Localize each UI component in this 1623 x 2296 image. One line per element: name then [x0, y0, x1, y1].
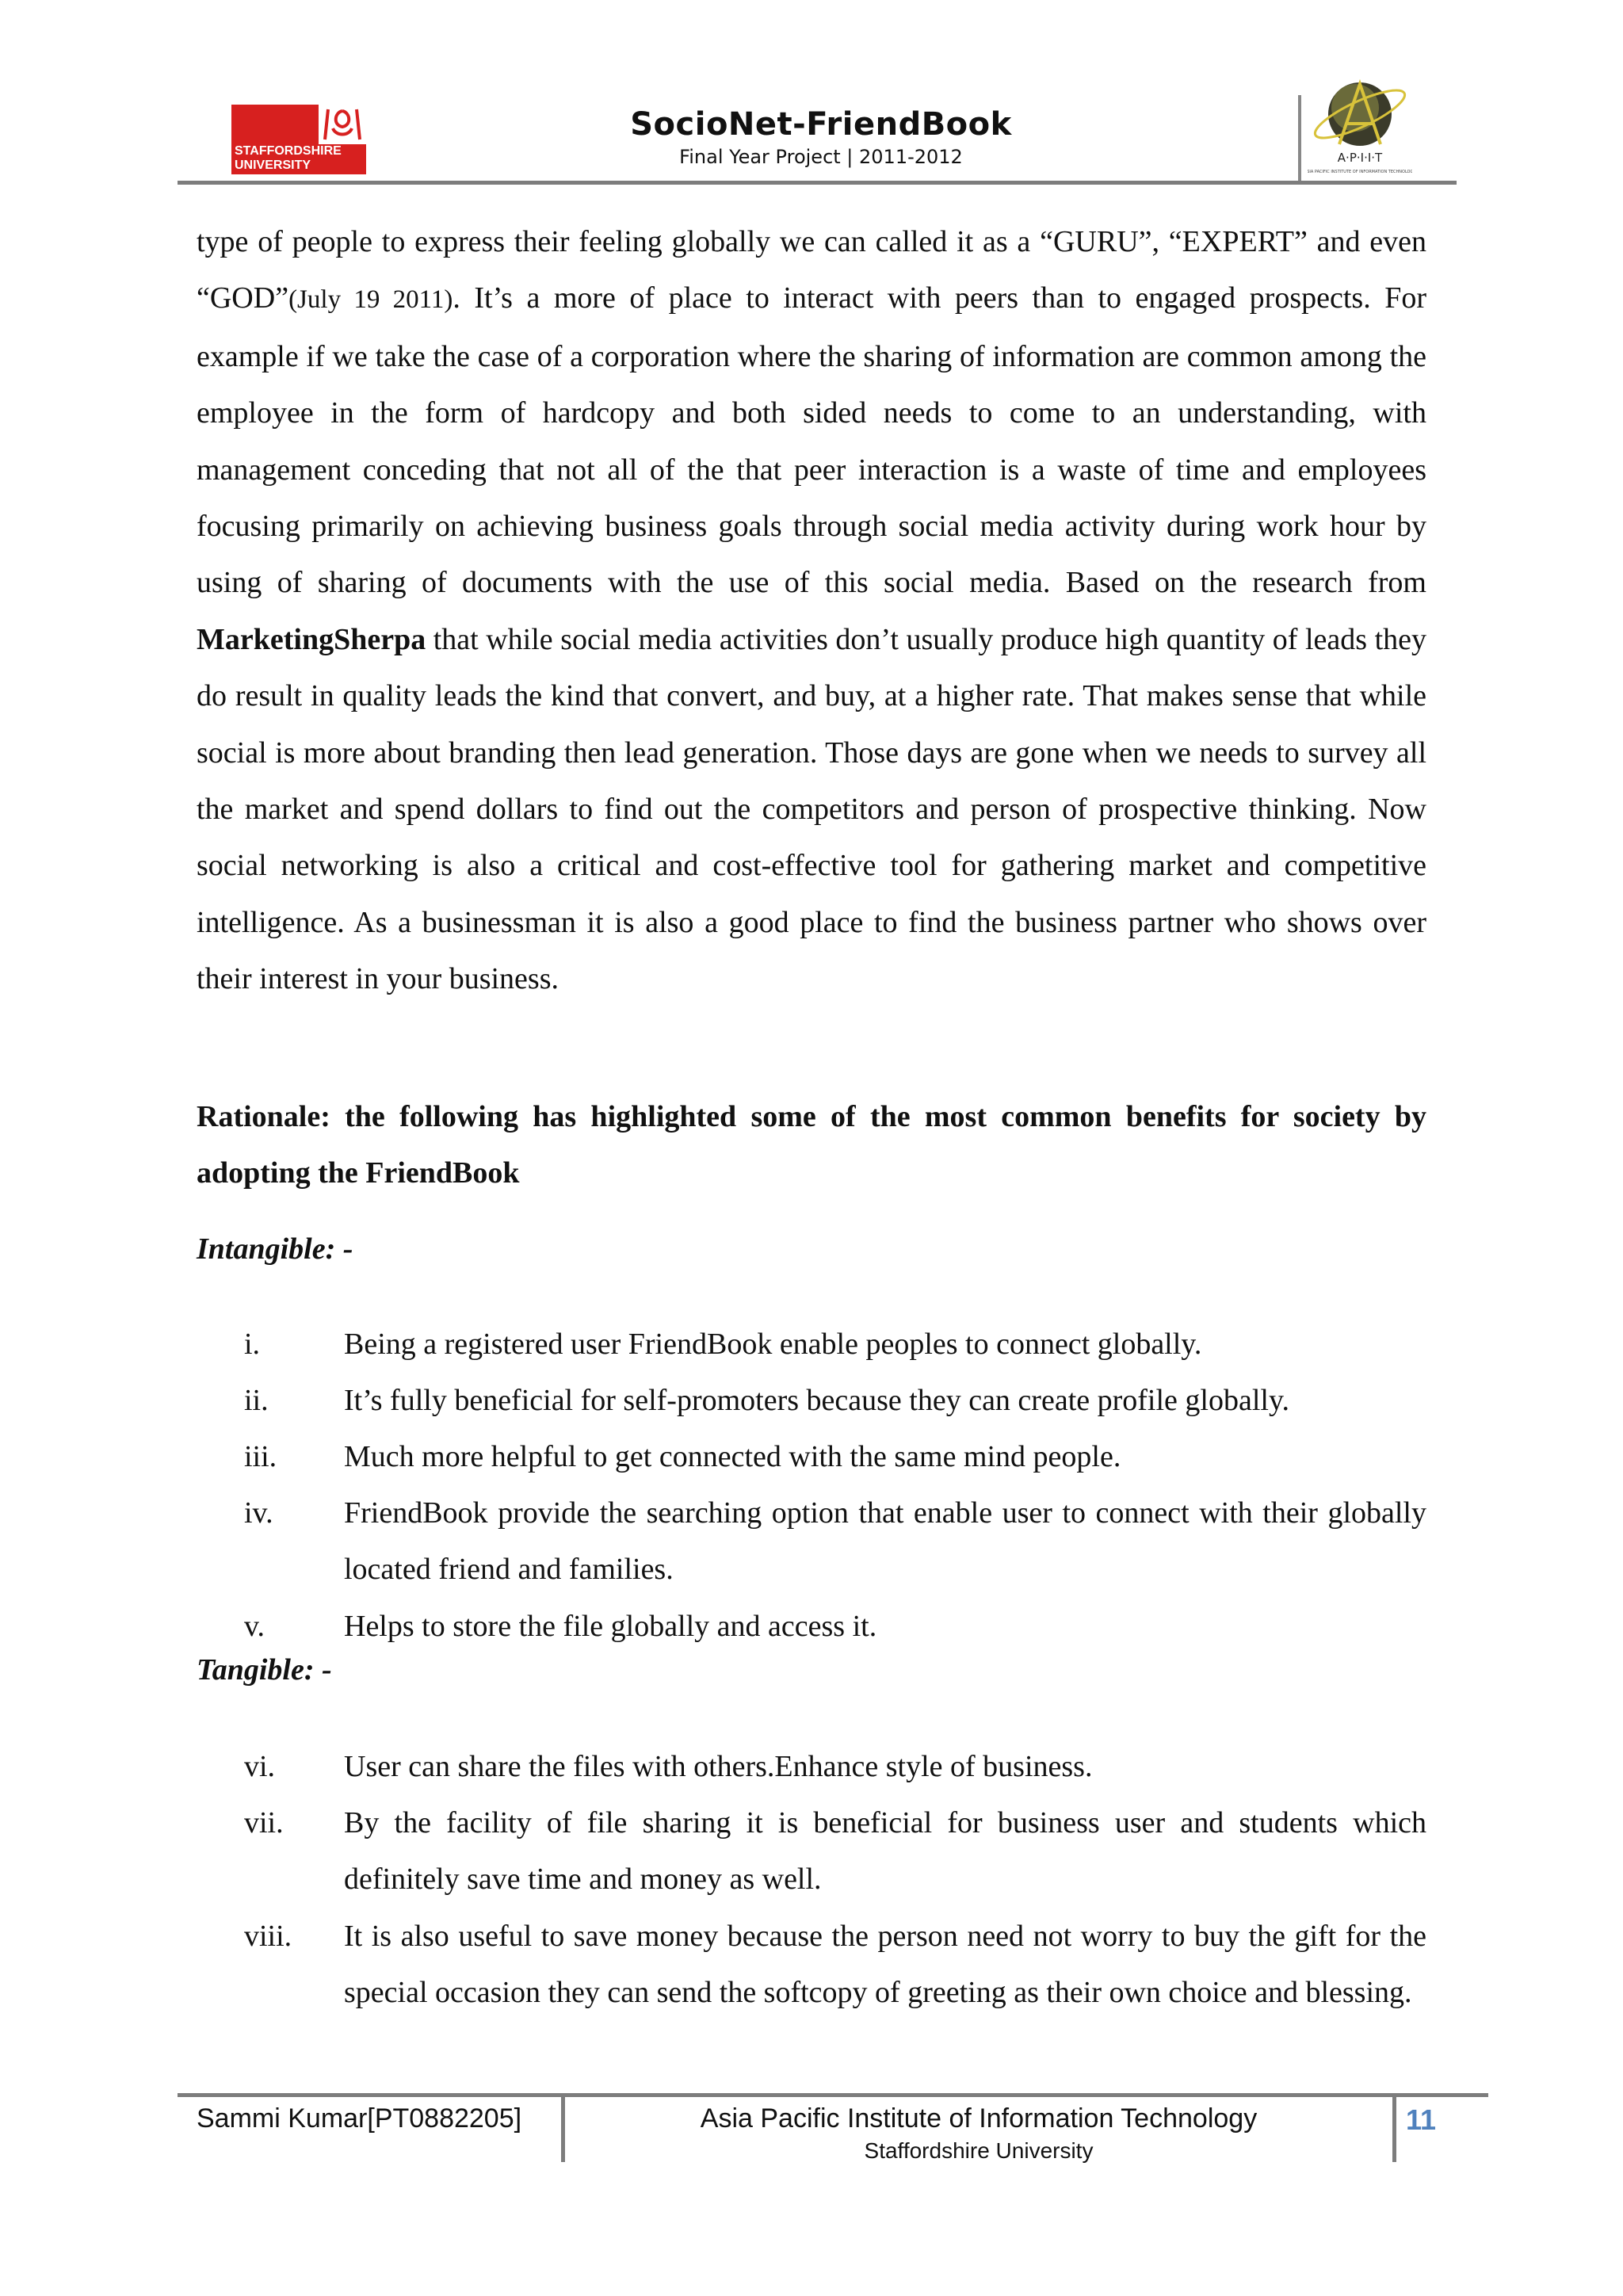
- para-mid: . It’s a more of place to interact with peers than to engaged prospects. For example if we take the case of a corporation where the sharing of information are common among the employee in the form of hardcopy and both sided needs to come to an understanding, with management conceding that not all of the that peer interaction is a waste of time and employees focusing primarily on achieving business goals through social media activity during work hour by using of sharing of documents with the use of this social media. Based on the research from: [197, 281, 1426, 600]
- list-item-number: vi.: [244, 1750, 276, 1783]
- list-item-text: It is also useful to save money because the person need not worry to buy the gift for the special occasion they can send the softcopy of greeting as their own choice and blessing.: [344, 1920, 1426, 2010]
- header-rule: [178, 181, 1457, 185]
- staffordshire-logo-text: STAFFORDSHIRE UNIVERSITY: [231, 144, 366, 174]
- footer-rule: [178, 2093, 1488, 2097]
- list-item-number: iii.: [244, 1440, 277, 1473]
- list-item-text: By the facility of file sharing it is beneficial for business user and students which definitely save time and money as well.: [344, 1806, 1426, 1897]
- footer-university: Staffordshire University: [864, 2138, 1094, 2163]
- para-start: type of people to express their feeling globally we can called it as a “GURU”, “EXPERT” and even “GOD”: [197, 225, 1426, 315]
- footer-author: Sammi Kumar[PT0882205]: [197, 2103, 522, 2134]
- list-item-text: It’s fully beneficial for self-promoters because they can create profile globally.: [344, 1384, 1289, 1417]
- body-paragraph: [197, 214, 1426, 1008]
- para-end: that while social media activities don’t usually produce high quantity of leads they do result in quality leads the kind that convert, and buy, at a higher rate. That makes sense that while social is more about branding then lead generation. Those days are gone when we needs to survey all the market and spend dollars to find out the competitors and person of prospective thinking. Now social networking is also a critical and cost-effective tool for gathering market and competitive intelligence. As a businessman it is also a good place to find the business partner who shows over their interest in your business.: [197, 622, 1426, 996]
- list-item-text: FriendBook provide the searching option that enable user to connect with their globally located friend and families.: [344, 1496, 1426, 1587]
- list-item-text: Helps to store the file globally and access it.: [344, 1610, 877, 1643]
- list-item-number: vii.: [244, 1806, 284, 1839]
- marketingsherpa-term: MarketingSherpa: [197, 622, 426, 656]
- list-item-number: i.: [244, 1328, 261, 1361]
- list-item-text: Being a registered user FriendBook enable peoples to connect globally.: [344, 1328, 1202, 1361]
- tangible-heading: Tangible: -: [197, 1653, 332, 1687]
- list-item-number: viii.: [244, 1920, 292, 1953]
- rationale-heading: Rationale: the following has highlighted some of the most common benefits for society by adopting the FriendBook: [197, 1100, 1426, 1190]
- footer-institute: Asia Pacific Institute of Information Technology: [700, 2103, 1258, 2134]
- intangible-heading: Intangible: -: [197, 1232, 353, 1266]
- para-date: (July 19 2011): [288, 285, 453, 315]
- list-item-number: iv.: [244, 1496, 273, 1530]
- list-item-text: Much more helpful to get connected with the same mind people.: [344, 1440, 1121, 1473]
- footer-divider: [1392, 2095, 1396, 2162]
- list-item-text: User can share the files with others.Enhance style of business.: [344, 1750, 1093, 1783]
- apiit-logo-label: A·P·I·I·T: [1337, 151, 1383, 165]
- document-title: SocioNet-FriendBook: [630, 106, 1012, 143]
- document-subtitle: Final Year Project | 2011-2012: [679, 146, 963, 168]
- list-item-number: ii.: [244, 1384, 269, 1417]
- apiit-logo-sublabel: ASIA PACIFIC INSTITUTE OF INFORMATION TECHNOLOGY: [1308, 170, 1412, 174]
- page-number: 11: [1406, 2103, 1437, 2136]
- list-item-number: v.: [244, 1610, 265, 1643]
